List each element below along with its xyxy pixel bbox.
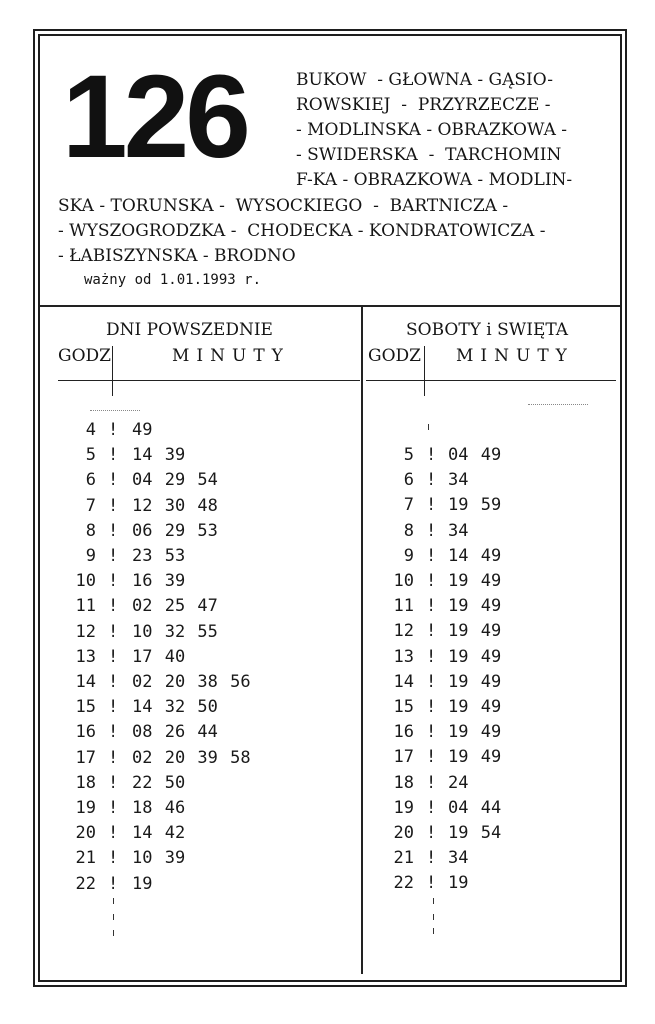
departure-hour: 19 bbox=[75, 798, 96, 818]
timetable-row bbox=[0, 621, 655, 646]
route-stops-line: BUKOW - GŁOWNA - GĄSIO- bbox=[296, 70, 554, 90]
weekdays-tail-mark bbox=[113, 914, 114, 920]
departure-minutes: 24 bbox=[448, 772, 469, 793]
departure-hour: 15 bbox=[75, 697, 96, 718]
departure-hour: 21 bbox=[75, 848, 96, 869]
departure-minutes: 19 49 bbox=[448, 697, 502, 717]
timetable-row bbox=[0, 697, 655, 722]
departure-minutes: 34 bbox=[448, 520, 469, 541]
departure-hour: 7 bbox=[85, 495, 96, 516]
row-separator: ! bbox=[108, 495, 119, 516]
weekdays-tail-mark bbox=[113, 930, 114, 936]
row-separator: ! bbox=[108, 420, 119, 440]
departure-hour: 9 bbox=[85, 546, 96, 566]
row-separator: ! bbox=[426, 596, 437, 617]
departure-hour: 12 bbox=[393, 621, 414, 642]
row-separator: ! bbox=[108, 798, 119, 818]
departure-hour: 16 bbox=[75, 722, 96, 743]
timetable-row bbox=[0, 445, 655, 470]
departure-hour: 20 bbox=[393, 823, 414, 843]
route-stops-line: ROWSKIEJ - PRZYRZECZE - bbox=[296, 95, 551, 115]
departure-hour: 18 bbox=[393, 772, 414, 793]
departure-hour: 9 bbox=[403, 545, 414, 566]
weekends-title: SOBOTY i SWIĘTA bbox=[406, 320, 569, 340]
departure-minutes: 17 40 bbox=[132, 646, 186, 667]
timetable-row bbox=[0, 722, 655, 747]
departure-hour: 20 bbox=[75, 823, 96, 844]
row-separator: ! bbox=[108, 747, 119, 768]
departure-hour: 18 bbox=[75, 772, 96, 793]
departure-hour: 17 bbox=[393, 747, 414, 768]
timetable-row bbox=[0, 798, 655, 823]
weekends-minutes-header: MINUTY bbox=[456, 346, 574, 366]
row-separator: ! bbox=[426, 772, 437, 793]
departure-hour: 21 bbox=[393, 848, 414, 869]
departure-minutes: 19 49 bbox=[448, 571, 502, 591]
departure-minutes: 49 bbox=[132, 420, 153, 440]
departure-minutes: 02 20 39 58 bbox=[132, 747, 251, 768]
departure-hour: 6 bbox=[85, 470, 96, 491]
weekdays-title: DNI POWSZEDNIE bbox=[106, 320, 273, 340]
departure-hour: 13 bbox=[75, 646, 96, 667]
departure-minutes: 08 26 44 bbox=[132, 722, 218, 743]
row-separator: ! bbox=[108, 848, 119, 869]
departure-hour: 7 bbox=[403, 495, 414, 516]
route-stops-line: - SWIDERSKA - TARCHOMIN bbox=[296, 145, 562, 165]
departure-hour: 15 bbox=[393, 697, 414, 717]
departure-minutes: 12 30 48 bbox=[132, 495, 218, 516]
weekends-header-underline bbox=[366, 380, 616, 381]
timetable-row bbox=[0, 672, 655, 697]
departure-hour: 8 bbox=[403, 520, 414, 541]
row-separator: ! bbox=[108, 672, 119, 692]
timetable-row bbox=[0, 546, 655, 571]
weekdays-hour-header: GODZ bbox=[58, 346, 111, 366]
row-separator: ! bbox=[426, 571, 437, 591]
row-separator: ! bbox=[108, 470, 119, 491]
departure-minutes: 18 46 bbox=[132, 798, 186, 818]
departure-hour: 10 bbox=[75, 571, 96, 592]
row-separator: ! bbox=[426, 848, 437, 869]
weekends-tail-mark bbox=[433, 898, 434, 904]
timetable-row bbox=[0, 596, 655, 621]
row-separator: ! bbox=[108, 873, 119, 894]
timetable-row bbox=[0, 773, 655, 798]
departure-hour: 16 bbox=[393, 722, 414, 743]
route-stops-line: - WYSZOGRODZKA - CHODECKA - KONDRATOWICZA - bbox=[58, 221, 546, 241]
departure-minutes: 14 49 bbox=[448, 545, 502, 566]
timetable-row bbox=[0, 470, 655, 495]
departure-minutes: 14 39 bbox=[132, 445, 186, 466]
departure-hour: 6 bbox=[403, 470, 414, 491]
departure-hour: 10 bbox=[393, 571, 414, 591]
timetable-row bbox=[0, 420, 655, 445]
departure-minutes: 19 59 bbox=[448, 495, 502, 516]
departure-minutes: 04 44 bbox=[448, 797, 502, 818]
departure-minutes: 22 50 bbox=[132, 772, 186, 793]
departure-hour: 19 bbox=[393, 797, 414, 818]
row-separator: ! bbox=[108, 520, 119, 541]
weekdays-tail-mark bbox=[113, 898, 114, 904]
departure-minutes: 19 49 bbox=[448, 722, 502, 743]
row-separator: ! bbox=[426, 722, 437, 743]
weekends-hour-header: GODZ bbox=[368, 346, 421, 366]
row-separator: ! bbox=[426, 545, 437, 566]
departure-hour: 22 bbox=[393, 873, 414, 894]
row-separator: ! bbox=[426, 445, 437, 465]
row-separator: ! bbox=[108, 823, 119, 844]
departure-hour: 13 bbox=[393, 646, 414, 667]
departure-hour: 4 bbox=[85, 420, 96, 440]
departure-minutes: 19 bbox=[132, 873, 153, 894]
row-separator: ! bbox=[108, 772, 119, 793]
timetable-row bbox=[0, 747, 655, 772]
row-separator: ! bbox=[426, 520, 437, 541]
row-separator: ! bbox=[426, 470, 437, 491]
timetable-row bbox=[0, 873, 655, 898]
departure-minutes: 10 32 55 bbox=[132, 621, 218, 642]
row-separator: ! bbox=[426, 747, 437, 768]
departure-hour: 14 bbox=[393, 671, 414, 692]
header-divider bbox=[40, 305, 620, 307]
row-separator: ! bbox=[426, 621, 437, 642]
weekdays-header-underline bbox=[58, 380, 360, 381]
departure-hour: 14 bbox=[75, 672, 96, 692]
row-separator: ! bbox=[108, 445, 119, 466]
row-separator: ! bbox=[108, 596, 119, 617]
row-separator: ! bbox=[108, 646, 119, 667]
row-separator: ! bbox=[108, 621, 119, 642]
departure-hour: 5 bbox=[403, 445, 414, 465]
departure-minutes: 19 49 bbox=[448, 596, 502, 617]
route-stops-line: - ŁABISZYNSKA - BRODNO bbox=[58, 246, 296, 266]
weekdays-hour-separator bbox=[112, 346, 113, 396]
departure-minutes: 19 49 bbox=[448, 747, 502, 768]
weekends-tail-mark bbox=[433, 914, 434, 920]
departure-minutes: 16 39 bbox=[132, 571, 186, 592]
timetable-row bbox=[0, 521, 655, 546]
weekends-top-mark bbox=[428, 424, 429, 430]
row-separator: ! bbox=[426, 823, 437, 843]
departure-hour: 8 bbox=[85, 520, 96, 541]
route-number: 126 bbox=[62, 51, 247, 183]
departure-hour: 17 bbox=[75, 747, 96, 768]
departure-minutes: 19 49 bbox=[448, 646, 502, 667]
departure-hour: 11 bbox=[393, 596, 414, 617]
departure-minutes: 10 39 bbox=[132, 848, 186, 869]
route-stops-line: F-KA - OBRAZKOWA - MODLIN- bbox=[296, 170, 573, 190]
departure-minutes: 19 54 bbox=[448, 823, 502, 843]
valid-from-note: ważny od 1.01.1993 r. bbox=[84, 272, 262, 288]
departure-minutes: 14 42 bbox=[132, 823, 186, 844]
departure-minutes: 02 25 47 bbox=[132, 596, 218, 617]
row-separator: ! bbox=[426, 797, 437, 818]
departure-minutes: 19 bbox=[448, 873, 469, 894]
departure-hour: 22 bbox=[75, 873, 96, 894]
timetable-row bbox=[0, 823, 655, 848]
timetable-row bbox=[0, 495, 655, 520]
timetable-row bbox=[0, 848, 655, 873]
row-separator: ! bbox=[108, 697, 119, 718]
departure-minutes: 14 32 50 bbox=[132, 697, 218, 718]
departure-minutes: 23 53 bbox=[132, 546, 186, 566]
row-separator: ! bbox=[108, 546, 119, 566]
departure-hour: 12 bbox=[75, 621, 96, 642]
departure-hour: 5 bbox=[85, 445, 96, 466]
row-separator: ! bbox=[426, 697, 437, 717]
timetable-row bbox=[0, 647, 655, 672]
departure-minutes: 02 20 38 56 bbox=[132, 672, 251, 692]
row-separator: ! bbox=[108, 722, 119, 743]
row-separator: ! bbox=[426, 671, 437, 692]
timetable-row bbox=[0, 571, 655, 596]
weekdays-dotted-guide bbox=[90, 410, 140, 411]
weekdays-minutes-header: MINUTY bbox=[172, 346, 290, 366]
departure-minutes: 19 49 bbox=[448, 671, 502, 692]
departure-minutes: 04 49 bbox=[448, 445, 502, 465]
row-separator: ! bbox=[426, 495, 437, 516]
departure-hour: 11 bbox=[75, 596, 96, 617]
route-stops-line: - MODLINSKA - OBRAZKOWA - bbox=[296, 120, 568, 140]
route-stops-line: SKA - TORUNSKA - WYSOCKIEGO - BARTNICZA - bbox=[58, 196, 509, 216]
row-separator: ! bbox=[426, 873, 437, 894]
weekends-hour-separator bbox=[424, 346, 425, 396]
weekends-dotted-guide bbox=[528, 404, 588, 405]
row-separator: ! bbox=[108, 571, 119, 592]
departure-minutes: 34 bbox=[448, 470, 469, 491]
weekends-tail-mark bbox=[433, 928, 434, 934]
departure-minutes: 06 29 53 bbox=[132, 520, 218, 541]
departure-minutes: 04 29 54 bbox=[132, 470, 218, 491]
row-separator: ! bbox=[426, 646, 437, 667]
departure-minutes: 34 bbox=[448, 848, 469, 869]
departure-minutes: 19 49 bbox=[448, 621, 502, 642]
